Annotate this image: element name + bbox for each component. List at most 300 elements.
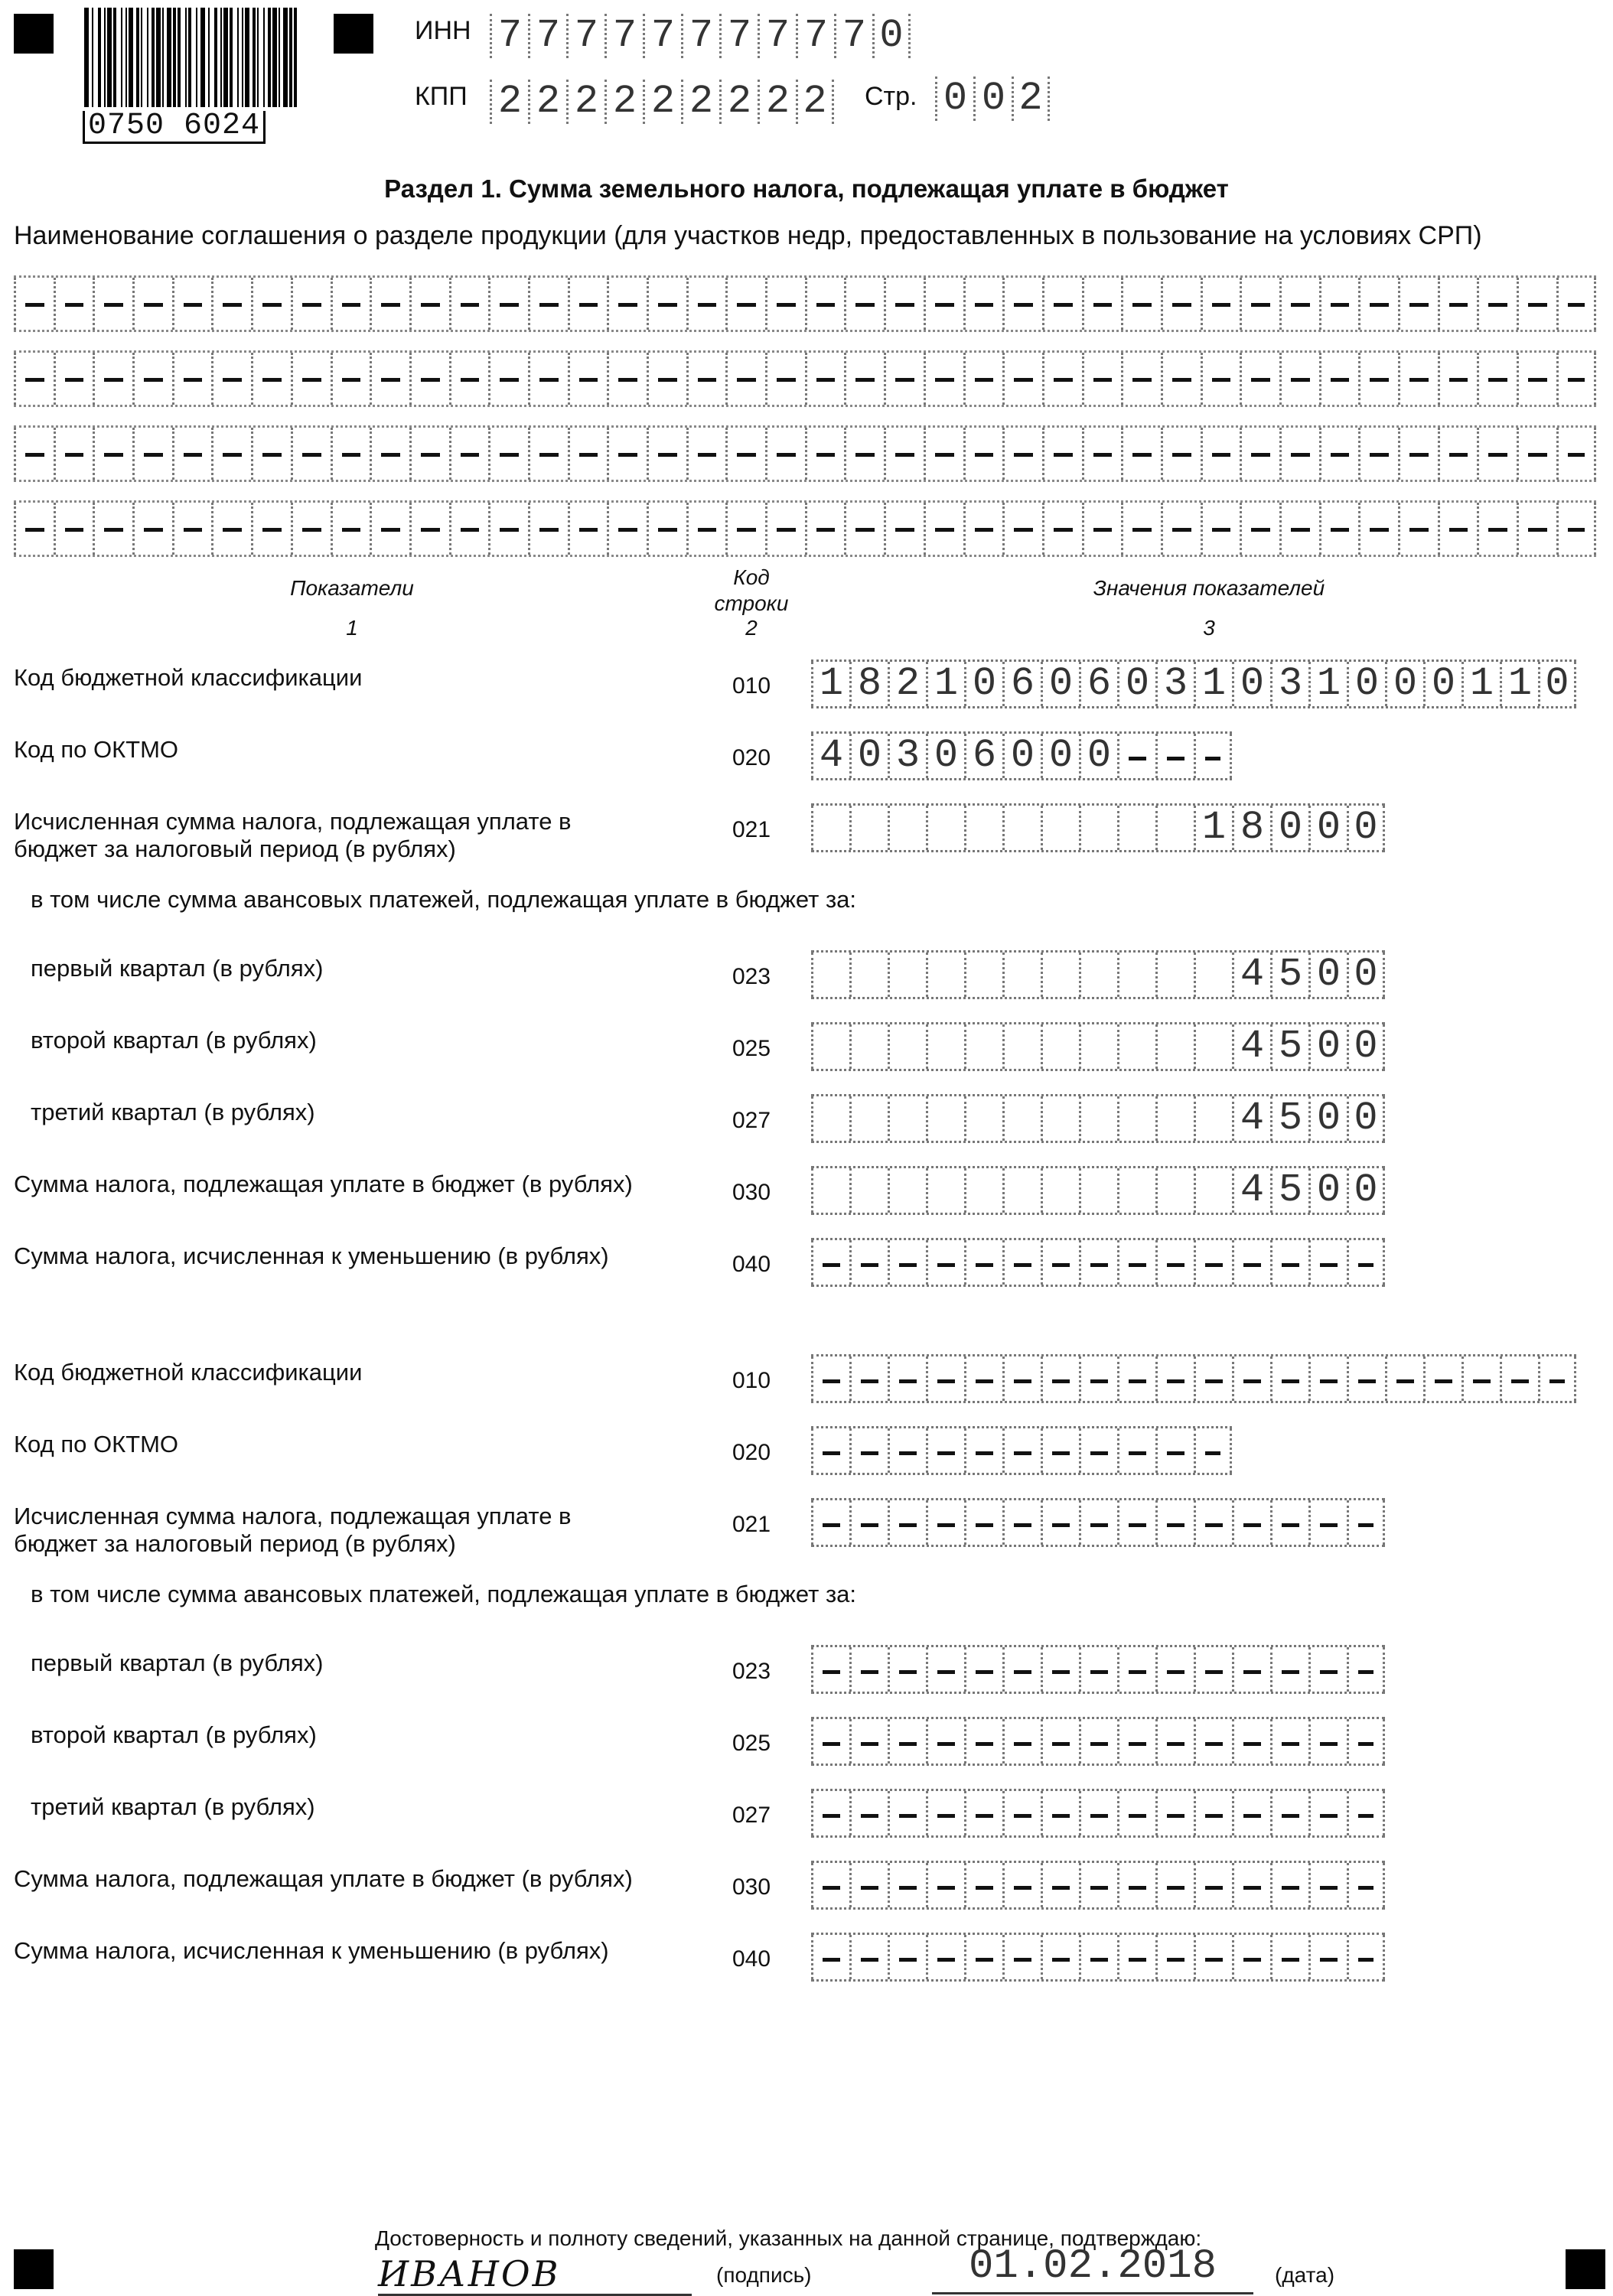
agreement-cell[interactable] (93, 278, 132, 330)
value-cell[interactable]: 4 (1232, 1024, 1270, 1069)
value-cell[interactable] (926, 1428, 964, 1473)
value-cell[interactable] (1538, 1356, 1576, 1401)
value-cell[interactable] (811, 1356, 849, 1401)
agreement-cell[interactable] (765, 503, 805, 555)
value-cell[interactable] (811, 1240, 849, 1285)
value-cell[interactable]: 0 (1308, 1168, 1347, 1213)
value-cell[interactable] (1194, 1240, 1232, 1285)
agreement-cell[interactable] (211, 278, 251, 330)
inn-digit-cell[interactable]: 7 (758, 14, 796, 58)
value-cell[interactable] (849, 1240, 888, 1285)
value-cell[interactable] (1155, 1428, 1194, 1473)
value-cell[interactable] (1194, 734, 1232, 778)
value-cell[interactable] (849, 1935, 888, 1979)
agreement-cell[interactable] (963, 353, 1003, 405)
agreement-cell[interactable] (251, 503, 291, 555)
agreement-cell[interactable] (884, 503, 924, 555)
value-cell[interactable] (811, 1647, 849, 1692)
value-cell[interactable]: 4 (1232, 1096, 1270, 1141)
value-cell[interactable] (1002, 953, 1041, 997)
value-cell[interactable] (1117, 1863, 1155, 1907)
agreement-cell[interactable] (1161, 353, 1201, 405)
agreement-cell[interactable] (884, 353, 924, 405)
inn-digit-cell[interactable]: 7 (566, 14, 604, 58)
agreement-cell[interactable] (1556, 353, 1596, 405)
value-cell[interactable] (964, 1356, 1002, 1401)
agreement-cell[interactable] (1240, 278, 1279, 330)
page-digit-cell[interactable]: 2 (1012, 77, 1050, 121)
value-cell[interactable] (811, 1024, 849, 1069)
value-cell[interactable] (1117, 1096, 1155, 1141)
value-cell[interactable] (1347, 1240, 1385, 1285)
value-cell[interactable]: 1 (1500, 662, 1538, 706)
agreement-cell[interactable] (924, 278, 963, 330)
value-cell[interactable] (1079, 1863, 1117, 1907)
value-cell[interactable] (1117, 953, 1155, 997)
value-cell[interactable] (1155, 953, 1194, 997)
value-cell[interactable] (1041, 806, 1079, 850)
inn-digit-cell[interactable]: 7 (528, 14, 566, 58)
value-cell[interactable] (1347, 1863, 1385, 1907)
value-cell[interactable] (926, 1096, 964, 1141)
value-cell[interactable]: 0 (1385, 662, 1423, 706)
value-cell[interactable] (1117, 1647, 1155, 1692)
value-cell[interactable] (1155, 1240, 1194, 1285)
agreement-cell[interactable] (93, 353, 132, 405)
agreement-cell[interactable] (172, 353, 212, 405)
value-cell[interactable] (1347, 1647, 1385, 1692)
agreement-cell[interactable] (884, 278, 924, 330)
value-cell[interactable] (1194, 1168, 1232, 1213)
value-cell[interactable]: 0 (1347, 1096, 1385, 1141)
value-cell[interactable] (1270, 1863, 1308, 1907)
value-cell[interactable]: 0 (1308, 953, 1347, 997)
agreement-cell[interactable] (291, 428, 331, 480)
value-cell[interactable] (1079, 1356, 1117, 1401)
value-cell[interactable] (1270, 1791, 1308, 1835)
agreement-cell[interactable] (647, 503, 686, 555)
value-cell[interactable]: 3 (1270, 662, 1308, 706)
value-cell[interactable] (964, 1863, 1002, 1907)
value-cell[interactable] (926, 953, 964, 997)
value-cell[interactable] (1232, 1719, 1270, 1764)
agreement-cell[interactable] (1438, 503, 1478, 555)
agreement-cell[interactable] (409, 278, 449, 330)
value-cell[interactable] (1079, 1500, 1117, 1545)
value-cell[interactable] (888, 1168, 926, 1213)
agreement-line-3[interactable] (14, 425, 1596, 482)
agreement-cell[interactable] (449, 278, 489, 330)
agreement-cell[interactable] (1161, 278, 1201, 330)
agreement-cell[interactable] (1438, 278, 1478, 330)
agreement-cell[interactable] (528, 428, 568, 480)
agreement-cell[interactable] (1279, 428, 1319, 480)
value-cell[interactable] (1041, 1356, 1079, 1401)
value-cell[interactable] (926, 1935, 964, 1979)
value-cell[interactable] (1308, 1647, 1347, 1692)
value-cell[interactable]: 1 (1461, 662, 1500, 706)
value-cell[interactable] (1270, 1356, 1308, 1401)
agreement-cell[interactable] (1201, 353, 1240, 405)
agreement-cell[interactable] (1319, 278, 1359, 330)
agreement-cell[interactable] (14, 428, 54, 480)
agreement-cell[interactable] (686, 503, 726, 555)
inn-digit-cell[interactable]: 7 (796, 14, 834, 58)
agreement-cell[interactable] (449, 353, 489, 405)
agreement-cell[interactable] (568, 353, 608, 405)
value-cell[interactable] (1232, 1500, 1270, 1545)
value-cell[interactable] (811, 1863, 849, 1907)
agreement-cell[interactable] (1556, 278, 1596, 330)
agreement-cell[interactable] (54, 278, 93, 330)
agreement-cell[interactable] (1398, 503, 1438, 555)
value-cell[interactable] (1117, 734, 1155, 778)
value-cell[interactable] (1155, 806, 1194, 850)
agreement-cell[interactable] (1319, 353, 1359, 405)
value-cell[interactable] (888, 1719, 926, 1764)
inn-digit-cell[interactable]: 7 (834, 14, 872, 58)
value-cell[interactable] (1117, 806, 1155, 850)
value-cell[interactable] (1079, 806, 1117, 850)
value-cell[interactable] (926, 1791, 964, 1835)
value-cell[interactable] (888, 1935, 926, 1979)
value-cell[interactable] (1194, 953, 1232, 997)
value-cell[interactable] (1155, 1935, 1194, 1979)
value-cell[interactable] (1194, 1719, 1232, 1764)
agreement-cell[interactable] (1161, 428, 1201, 480)
value-cell[interactable]: 2 (888, 662, 926, 706)
agreement-cell[interactable] (924, 353, 963, 405)
value-cell[interactable] (1347, 1935, 1385, 1979)
agreement-cell[interactable] (1358, 353, 1398, 405)
agreement-cell[interactable] (568, 503, 608, 555)
value-cell[interactable]: 1 (1194, 662, 1232, 706)
value-cell[interactable] (1232, 1935, 1270, 1979)
agreement-cell[interactable] (1477, 428, 1517, 480)
agreement-cell[interactable] (132, 353, 172, 405)
agreement-cell[interactable] (1201, 428, 1240, 480)
value-cell[interactable] (1270, 1719, 1308, 1764)
value-cell[interactable] (1423, 1356, 1461, 1401)
value-cell[interactable]: 0 (1308, 1096, 1347, 1141)
value-cell[interactable] (1232, 1240, 1270, 1285)
value-cell[interactable]: 0 (1347, 806, 1385, 850)
value-cell[interactable] (964, 1647, 1002, 1692)
agreement-cell[interactable] (54, 428, 93, 480)
value-cell[interactable]: 0 (1270, 806, 1308, 850)
value-cell[interactable] (888, 1428, 926, 1473)
agreement-cell[interactable] (1042, 503, 1082, 555)
inn-digit-cell[interactable]: 7 (681, 14, 719, 58)
value-cell[interactable]: 3 (888, 734, 926, 778)
value-cell[interactable] (964, 1791, 1002, 1835)
value-cell[interactable] (1270, 1240, 1308, 1285)
value-cell[interactable]: 1 (1194, 806, 1232, 850)
value-cell[interactable] (1117, 1240, 1155, 1285)
agreement-cell[interactable] (1279, 278, 1319, 330)
value-cell[interactable] (1155, 1647, 1194, 1692)
agreement-cell[interactable] (172, 503, 212, 555)
value-cell[interactable] (849, 806, 888, 850)
agreement-cell[interactable] (488, 278, 528, 330)
agreement-cell[interactable] (1398, 428, 1438, 480)
value-cell[interactable]: 5 (1270, 1168, 1308, 1213)
value-cell[interactable]: 0 (1232, 662, 1270, 706)
value-cell[interactable]: 0 (1308, 806, 1347, 850)
agreement-cell[interactable] (765, 428, 805, 480)
agreement-cell[interactable] (488, 353, 528, 405)
value-cell[interactable] (849, 1168, 888, 1213)
agreement-cell[interactable] (844, 353, 884, 405)
value-cell[interactable] (1155, 1719, 1194, 1764)
value-cell[interactable] (888, 1647, 926, 1692)
value-cell[interactable]: 1 (926, 662, 964, 706)
value-cell[interactable] (1117, 1791, 1155, 1835)
value-cell[interactable] (1002, 1647, 1041, 1692)
value-cell[interactable] (1002, 1356, 1041, 1401)
value-cell[interactable] (1079, 1428, 1117, 1473)
value-cell[interactable]: 0 (1117, 662, 1155, 706)
value-cell[interactable] (1041, 953, 1079, 997)
value-cell[interactable] (1500, 1356, 1538, 1401)
value-cell[interactable] (964, 1935, 1002, 1979)
value-cell[interactable] (1041, 1428, 1079, 1473)
agreement-cell[interactable] (725, 428, 765, 480)
value-cell[interactable] (1117, 1719, 1155, 1764)
value-cell[interactable] (1002, 1863, 1041, 1907)
agreement-cell[interactable] (765, 353, 805, 405)
agreement-cell[interactable] (1477, 278, 1517, 330)
agreement-line-4[interactable] (14, 500, 1596, 557)
agreement-cell[interactable] (568, 428, 608, 480)
value-cell[interactable]: 6 (1079, 662, 1117, 706)
value-cell[interactable] (926, 1500, 964, 1545)
value-cell[interactable]: 0 (1079, 734, 1117, 778)
agreement-cell[interactable] (93, 503, 132, 555)
value-cell[interactable] (926, 1863, 964, 1907)
value-cell[interactable] (964, 1096, 1002, 1141)
value-cell[interactable] (1041, 1791, 1079, 1835)
value-cell[interactable]: 4 (811, 734, 849, 778)
agreement-cell[interactable] (568, 278, 608, 330)
kpp-digit-cell[interactable]: 2 (796, 80, 834, 124)
agreement-cell[interactable] (647, 278, 686, 330)
agreement-cell[interactable] (93, 428, 132, 480)
value-cell[interactable] (1461, 1356, 1500, 1401)
agreement-cell[interactable] (607, 428, 647, 480)
agreement-cell[interactable] (1477, 353, 1517, 405)
agreement-cell[interactable] (1121, 278, 1161, 330)
agreement-cell[interactable] (725, 278, 765, 330)
value-cell[interactable] (1041, 1647, 1079, 1692)
inn-digit-cell[interactable]: 0 (872, 14, 911, 58)
value-cell[interactable] (849, 953, 888, 997)
agreement-cell[interactable] (607, 353, 647, 405)
value-cell[interactable] (1041, 1096, 1079, 1141)
value-cell[interactable] (1002, 1168, 1041, 1213)
agreement-cell[interactable] (1358, 278, 1398, 330)
page-digit-cell[interactable]: 0 (935, 77, 973, 121)
agreement-cell[interactable] (1240, 503, 1279, 555)
agreement-cell[interactable] (1517, 428, 1556, 480)
value-cell[interactable]: 0 (1347, 1024, 1385, 1069)
value-cell[interactable] (1347, 1356, 1385, 1401)
value-cell[interactable] (1308, 1863, 1347, 1907)
agreement-cell[interactable] (291, 278, 331, 330)
value-cell[interactable] (1308, 1719, 1347, 1764)
agreement-cell[interactable] (805, 428, 845, 480)
agreement-cell[interactable] (449, 503, 489, 555)
agreement-cell[interactable] (1201, 278, 1240, 330)
value-cell[interactable] (1155, 1500, 1194, 1545)
agreement-cell[interactable] (1002, 353, 1042, 405)
value-cell[interactable] (964, 1024, 1002, 1069)
value-cell[interactable] (1079, 1024, 1117, 1069)
agreement-cell[interactable] (686, 353, 726, 405)
value-cell[interactable] (1041, 1240, 1079, 1285)
value-cell[interactable] (1155, 1024, 1194, 1069)
agreement-cell[interactable] (251, 278, 291, 330)
agreement-cell[interactable] (14, 353, 54, 405)
agreement-cell[interactable] (370, 278, 409, 330)
value-cell[interactable] (1155, 1791, 1194, 1835)
value-cell[interactable]: 8 (849, 662, 888, 706)
value-cell[interactable] (1002, 1935, 1041, 1979)
agreement-cell[interactable] (963, 428, 1003, 480)
kpp-digit-cell[interactable]: 2 (681, 80, 719, 124)
agreement-cell[interactable] (251, 428, 291, 480)
agreement-cell[interactable] (686, 278, 726, 330)
agreement-cell[interactable] (528, 503, 568, 555)
value-cell[interactable]: 5 (1270, 1024, 1308, 1069)
value-cell[interactable] (1308, 1356, 1347, 1401)
value-cell[interactable] (811, 1168, 849, 1213)
value-cell[interactable] (1155, 734, 1194, 778)
agreement-cell[interactable] (1477, 503, 1517, 555)
agreement-cell[interactable] (1438, 428, 1478, 480)
agreement-cell[interactable] (291, 503, 331, 555)
value-cell[interactable] (964, 1719, 1002, 1764)
value-cell[interactable] (888, 1096, 926, 1141)
value-cell[interactable] (926, 1719, 964, 1764)
agreement-cell[interactable] (331, 503, 370, 555)
value-cell[interactable] (1079, 1168, 1117, 1213)
agreement-cell[interactable] (528, 353, 568, 405)
value-cell[interactable] (1117, 1935, 1155, 1979)
value-cell[interactable] (1194, 1791, 1232, 1835)
value-cell[interactable]: 0 (1041, 662, 1079, 706)
agreement-cell[interactable] (1082, 278, 1122, 330)
value-cell[interactable] (1117, 1428, 1155, 1473)
value-cell[interactable] (964, 953, 1002, 997)
value-cell[interactable] (1041, 1168, 1079, 1213)
value-cell[interactable] (849, 1096, 888, 1141)
agreement-cell[interactable] (172, 428, 212, 480)
agreement-cell[interactable] (1279, 503, 1319, 555)
agreement-cell[interactable] (844, 503, 884, 555)
kpp-digit-cell[interactable]: 2 (604, 80, 643, 124)
agreement-cell[interactable] (1398, 278, 1438, 330)
value-cell[interactable] (1347, 1791, 1385, 1835)
agreement-cell[interactable] (370, 353, 409, 405)
agreement-cell[interactable] (291, 353, 331, 405)
value-cell[interactable] (1194, 1500, 1232, 1545)
value-cell[interactable] (1194, 1935, 1232, 1979)
agreement-cell[interactable] (1121, 353, 1161, 405)
value-cell[interactable] (1117, 1356, 1155, 1401)
value-cell[interactable] (849, 1791, 888, 1835)
value-cell[interactable] (888, 1240, 926, 1285)
agreement-cell[interactable] (1002, 278, 1042, 330)
value-cell[interactable] (1232, 1791, 1270, 1835)
value-cell[interactable] (964, 1428, 1002, 1473)
value-cell[interactable] (1155, 1863, 1194, 1907)
agreement-cell[interactable] (1042, 353, 1082, 405)
agreement-cell[interactable] (449, 428, 489, 480)
value-cell[interactable] (964, 1500, 1002, 1545)
value-cell[interactable] (1041, 1024, 1079, 1069)
value-cell[interactable] (1041, 1719, 1079, 1764)
value-cell[interactable] (849, 1863, 888, 1907)
agreement-cell[interactable] (488, 428, 528, 480)
value-cell[interactable] (1232, 1863, 1270, 1907)
value-cell[interactable] (1308, 1935, 1347, 1979)
agreement-cell[interactable] (54, 353, 93, 405)
value-cell[interactable] (1232, 1356, 1270, 1401)
agreement-cell[interactable] (1556, 503, 1596, 555)
value-cell[interactable] (811, 1719, 849, 1764)
value-cell[interactable] (926, 1240, 964, 1285)
value-cell[interactable] (1002, 806, 1041, 850)
agreement-cell[interactable] (54, 503, 93, 555)
value-cell[interactable] (1002, 1428, 1041, 1473)
page-digit-cell[interactable]: 0 (973, 77, 1012, 121)
value-cell[interactable] (849, 1024, 888, 1069)
agreement-cell[interactable] (647, 353, 686, 405)
value-cell[interactable] (1194, 1647, 1232, 1692)
agreement-cell[interactable] (1002, 428, 1042, 480)
agreement-cell[interactable] (1279, 353, 1319, 405)
agreement-cell[interactable] (409, 353, 449, 405)
value-cell[interactable] (1079, 953, 1117, 997)
agreement-cell[interactable] (725, 503, 765, 555)
value-cell[interactable] (811, 1791, 849, 1835)
agreement-cell[interactable] (963, 278, 1003, 330)
value-cell[interactable]: 1 (1308, 662, 1347, 706)
value-cell[interactable] (1002, 1024, 1041, 1069)
value-cell[interactable] (1308, 1500, 1347, 1545)
value-cell[interactable] (1002, 1791, 1041, 1835)
value-cell[interactable] (964, 806, 1002, 850)
agreement-cell[interactable] (528, 278, 568, 330)
agreement-cell[interactable] (607, 503, 647, 555)
value-cell[interactable] (1194, 1863, 1232, 1907)
value-cell[interactable] (888, 806, 926, 850)
agreement-cell[interactable] (607, 278, 647, 330)
value-cell[interactable] (888, 1863, 926, 1907)
value-cell[interactable] (1117, 1168, 1155, 1213)
value-cell[interactable] (888, 1791, 926, 1835)
value-cell[interactable] (964, 1240, 1002, 1285)
value-cell[interactable] (811, 953, 849, 997)
value-cell[interactable] (1041, 1935, 1079, 1979)
value-cell[interactable] (1079, 1096, 1117, 1141)
agreement-cell[interactable] (14, 278, 54, 330)
agreement-cell[interactable] (409, 503, 449, 555)
agreement-cell[interactable] (1319, 503, 1359, 555)
value-cell[interactable] (1002, 1500, 1041, 1545)
agreement-cell[interactable] (370, 503, 409, 555)
